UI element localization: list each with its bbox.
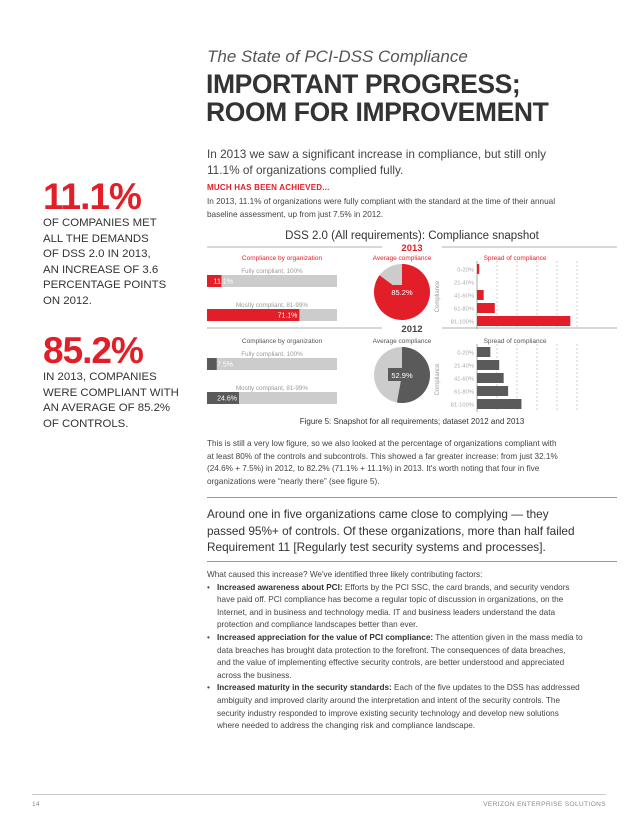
org-bar-label: 71.1% [277, 312, 298, 320]
average-compliance-2013 [374, 264, 430, 320]
callout-line: Around one in five organizations came close to complying — they [207, 507, 549, 521]
stat-line: PERCENTAGE POINTS [43, 279, 167, 291]
spread-bar [477, 373, 504, 383]
sidebar-stat-1 [43, 176, 203, 309]
footer-rule [32, 794, 606, 795]
contributing-factors [207, 569, 617, 733]
stat-line: AN INCREASE OF 3.6 [43, 263, 159, 276]
stat-line: OF DSS 2.0 IN 2013, [43, 248, 151, 260]
org-compliance-2012 [207, 351, 337, 404]
spread-tick-label: 21-40% [454, 363, 474, 370]
stat-description [43, 370, 203, 432]
list-item [207, 632, 617, 682]
callout-rule-bottom [207, 561, 617, 562]
stat-value: 85.2% [43, 330, 143, 371]
page-headline [206, 70, 548, 126]
spread-bar [477, 316, 570, 326]
bullet-text: Internet, and in business and technology media. IT and business leaders understand the data [217, 607, 556, 617]
spread-tick-label: 61-80% [454, 389, 474, 396]
callout-line: Requirement 11 [Regularly test security systems and processes]. [207, 540, 546, 554]
spread-tick-label: 0-20% [457, 350, 474, 357]
spread-tick-label: 0-20% [457, 267, 474, 274]
org-category-label: Mostly compliant, 81-99% [235, 385, 309, 392]
callout-rule-top [207, 497, 617, 498]
stat-line: IN 2013, COMPANIES [43, 371, 157, 383]
org-category-label: Fully compliant, 100% [241, 351, 303, 358]
spread-bar [477, 290, 484, 300]
average-compliance-2012 [374, 347, 430, 403]
bullet-text: and the value of implementing effective security controls, are better understood and appreciated [217, 658, 565, 668]
year-label-2013: 2013 [401, 243, 423, 254]
para-line: This is still a very low figure, so we also looked at the percentage of organizations compliant with [207, 439, 557, 448]
spread-tick-label: 41-60% [454, 293, 474, 300]
panel-title: Spread of compliance [483, 255, 547, 262]
para-line: In 2013, 11.1% of organizations were fully compliant with the standard at the time of their annual [207, 197, 556, 206]
intro-line: 11.1% of organizations complied fully. [207, 163, 404, 177]
section-kicker: The State of PCI-DSS Compliance [207, 47, 468, 66]
bullet-text: The attention given in the mass media to [433, 632, 583, 642]
stat-line: WERE COMPLIANT WITH [43, 386, 179, 399]
spread-tick-label: 81-100% [450, 402, 474, 409]
stat-line: OF CONTROLS. [43, 417, 129, 430]
bullet-text: ambiguity and improved clarity around the interpretation and intent of the security controls. The [217, 695, 561, 705]
spread-bar [477, 360, 499, 370]
headline-line: ROOM FOR IMPROVEMENT [206, 97, 549, 127]
spread-compliance-2012 [435, 344, 577, 412]
org-category-label: Fully compliant, 100% [241, 268, 303, 275]
para-line: organizations were “nearly there” (see figure 5). [207, 476, 380, 486]
para-line: (24.6% + 7.5%) in 2012, to 82.2% (71.1% + 11.1%) in 2013. It's worth noting that four in five [207, 464, 540, 474]
org-category-label: Mostly compliant, 81-99% [235, 302, 309, 309]
sidebar-stat-2 [43, 330, 203, 432]
pie-label: 85.2% [391, 288, 413, 297]
para-line: baseline assessment, up from just 7.5% in 2012. [207, 209, 384, 219]
bullet-text: Efforts by the PCI SSC, the card brands, and security vendors [342, 582, 570, 592]
bullet-icon: • [207, 683, 210, 693]
figure-caption: Figure 5: Snapshot for all requirements; dataset 2012 and 2013 [299, 417, 525, 426]
bullet-text: where needed to address the changing risk and compliance landscape. [217, 721, 476, 731]
bullet-text: data breaches has brought data protection to the forefront. The consequences of data breaches, [217, 645, 566, 655]
org-compliance-2013 [207, 268, 337, 321]
stat-line: ON 2012. [43, 294, 92, 307]
spread-axis-label: Compliance [435, 280, 441, 313]
intro-text [207, 146, 617, 178]
bullet-lead: Increased appreciation for the value of PCI compliance: [217, 632, 434, 642]
spread-bar [477, 264, 479, 274]
stat-line: AN AVERAGE OF 85.2% [43, 402, 171, 414]
stat-line: ALL THE DEMANDS [43, 232, 149, 245]
para-line: at least 80% of the controls and subcontrols. This showed a far greater increase: from just 32.1% [207, 451, 558, 461]
list-item [207, 682, 617, 732]
year-label-2012: 2012 [401, 324, 423, 335]
bullet-text: security industry responded to improve existing security technology and develop new solutions [217, 708, 559, 718]
callout-quote [207, 506, 617, 556]
spread-bar [477, 386, 508, 396]
section-label: MUCH HAS BEEN ACHIEVED... [207, 183, 330, 192]
footer-brand: VERIZON ENTERPRISE SOLUTIONS [483, 801, 606, 808]
headline-line: IMPORTANT PROGRESS; [206, 69, 521, 99]
spread-compliance-2013 [435, 261, 577, 329]
callout-line: passed 95%+ of controls. Of these organizations, more than half failed [207, 523, 575, 538]
spread-tick-label: 61-80% [454, 306, 474, 313]
org-bar [207, 358, 217, 370]
list-item [207, 582, 617, 632]
stat-value: 11.1% [43, 176, 141, 217]
spread-bar [477, 303, 495, 313]
stat-description [43, 216, 203, 309]
factors-intro: What caused this increase? We've identified three likely contributing factors: [207, 570, 483, 579]
compliance-snapshot-figure [207, 242, 617, 414]
intro-line: In 2013 we saw a significant increase in compliance, but still only [207, 147, 547, 161]
panel-title: Compliance by organization [241, 338, 323, 345]
spread-axis-label: Compliance [435, 363, 441, 396]
page-number: 14 [32, 801, 41, 808]
bullet-icon: • [207, 582, 210, 592]
bullet-lead: Increased maturity in the security standards: [217, 683, 392, 693]
figure-title: DSS 2.0 (All requirements): Compliance snapshot [285, 230, 539, 242]
spread-tick-label: 21-40% [454, 280, 474, 287]
stat-line: OF COMPANIES MET [43, 217, 157, 229]
org-bar-label: 24.6% [217, 395, 237, 403]
spread-tick-label: 81-100% [450, 319, 474, 326]
panel-title: Average compliance [372, 338, 432, 345]
panel-title: Spread of compliance [483, 338, 547, 345]
bullet-icon: • [207, 632, 210, 642]
bullet-lead: Increased awareness about PCI: [217, 582, 343, 592]
panel-title: Average compliance [372, 255, 432, 262]
section1-paragraph [207, 196, 617, 221]
section2-paragraph [207, 438, 617, 488]
spread-bar [477, 347, 490, 357]
bullet-text: across the business. [217, 670, 292, 680]
bullet-text: protection and compliance landscapes better than ever. [217, 620, 418, 630]
bullet-text: have paid off. PCI compliance has become a regular topic of discussion in organizations, on the [217, 595, 564, 605]
spread-tick-label: 41-60% [454, 376, 474, 383]
panel-title: Compliance by organization [241, 255, 323, 262]
pie-label: 52.9% [391, 371, 413, 380]
bullet-text: Each of the five updates to the DSS has addressed [391, 683, 580, 693]
org-bar-label: 11.1% [213, 278, 233, 286]
org-bar-label: 7.5% [217, 361, 233, 369]
spread-bar [477, 399, 521, 409]
